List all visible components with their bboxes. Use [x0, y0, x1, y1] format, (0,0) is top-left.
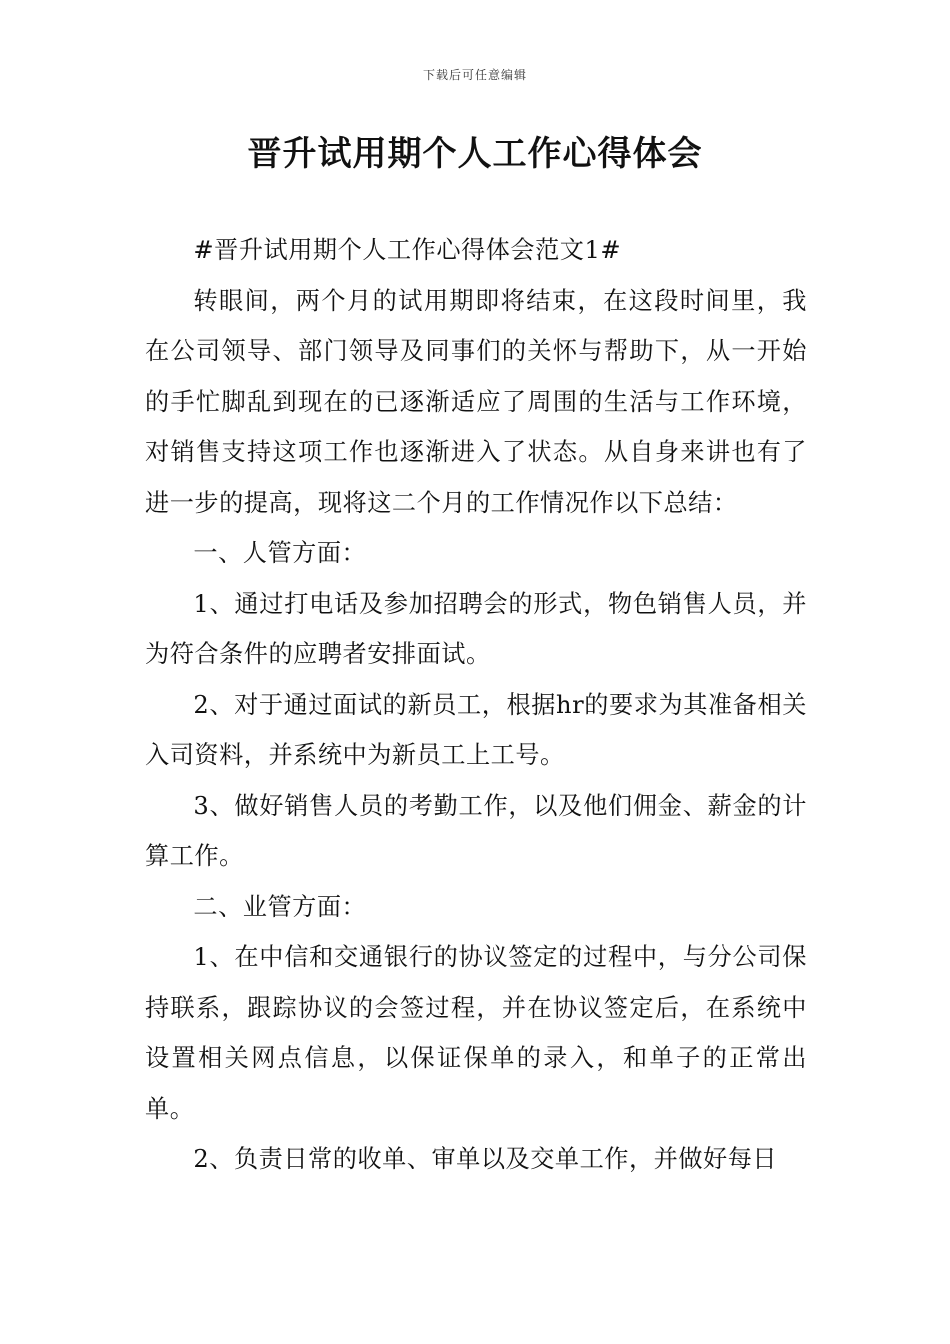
paragraph-business-2: 2、负责日常的收单、审单以及交单工作，并做好每日: [193, 1145, 778, 1173]
paragraph-personnel-2: 2、对于通过面试的新员工，根据hr的要求为其准备相关入司资料，并系统中为新员工上工号。: [145, 690, 807, 769]
section-heading-personnel: 一、人管方面：: [193, 539, 367, 567]
section-heading-business: 二、业管方面：: [193, 892, 367, 921]
paragraph-personnel-1: 1、通过打电话及参加招聘会的形式，物色销售人员，并为符合条件的应聘者安排面试。: [145, 589, 807, 668]
paragraph-personnel-3: 3、做好销售人员的考勤工作，以及他们佣金、薪金的计算工作。: [145, 791, 807, 870]
document-body: [145, 225, 807, 1185]
header-note: 下载后可任意编辑: [422, 68, 527, 82]
paragraph-subtitle: #晋升试用期个人工作心得体会范文1#: [193, 236, 622, 264]
paragraph-business-1: 1、在中信和交通银行的协议签定的过程中，与分公司保持联系，跟踪协议的会签过程，并在协议签定后，在系统中设置相关网点信息，以保证保单的录入，和单子的正常出单。: [145, 943, 807, 1123]
document-title: 晋升试用期个人工作心得体会: [247, 134, 703, 174]
paragraph-intro: 转眼间，两个月的试用期即将结束，在这段时间里，我在公司领导、部门领导及同事们的关怀与帮助下，从一开始的手忙脚乱到现在的已逐渐适应了周围的生活与工作环境，对销售支持这项工作也逐渐进入了状态。从自身来讲也有了进一步的提高，现将这二个月的工作情况作以下总结：: [145, 286, 807, 517]
